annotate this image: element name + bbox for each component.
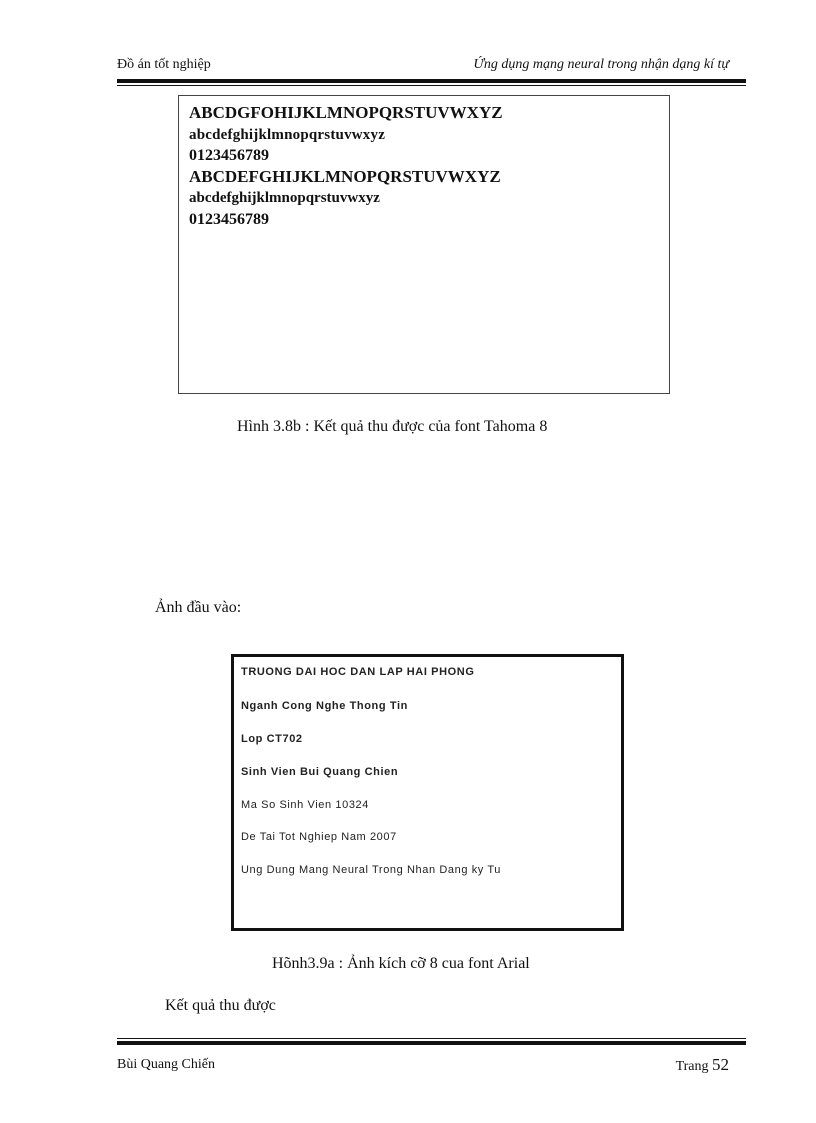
figure-2-line: De Tai Tot Nghiep Nam 2007 — [241, 831, 397, 843]
footer-page-number: 52 — [712, 1055, 729, 1074]
figure-2-caption: Hõnh3.9a : Ảnh kích cỡ 8 cua font Arial — [272, 955, 530, 972]
figure-1-line: 0123456789 — [189, 211, 269, 228]
input-image-label: Ảnh đầu vào: — [155, 599, 242, 616]
figure-1-line: ABCDGFOHIJKLMNOPQRSTUVWXYZ — [189, 103, 503, 122]
figure-2-line: Nganh Cong Nghe Thong Tin — [241, 700, 408, 712]
footer-rule-thin — [117, 1038, 746, 1039]
header-rule-thick — [117, 79, 746, 83]
figure-1-line: ABCDEFGHIJKLMNOPQRSTUVWXYZ — [189, 167, 501, 186]
figure-1-line: 0123456789 — [189, 147, 269, 164]
footer-page-label: Trang — [675, 1059, 709, 1074]
footer-author: Bùi Quang Chiến — [117, 1057, 215, 1072]
footer-page — [676, 1055, 729, 1075]
result-label: Kết quả thu được — [165, 997, 276, 1014]
figure-1-line: abcdefghijklmnopqrstuvwxyz — [189, 127, 386, 143]
header-right-title: Ứng dụng mạng neural trong nhận dạng kí tự — [473, 57, 729, 72]
figure-1-caption: Hình 3.8b : Kết quả thu được của font Tahoma 8 — [237, 418, 548, 435]
figure-2-line: TRUONG DAI HOC DAN LAP HAI PHONG — [241, 666, 475, 678]
figure-1-line: abcdefghijklmnopqrstuvwxyz — [189, 190, 380, 206]
figure-2-line: Lop CT702 — [241, 733, 303, 745]
figure-2-input-image — [231, 654, 624, 931]
footer-rule-thick — [117, 1041, 746, 1045]
header-left-title: Đồ án tốt nghiệp — [117, 57, 211, 72]
header-rule-thin — [117, 85, 746, 86]
figure-2-line: Ung Dung Mang Neural Trong Nhan Dang ky Tu — [241, 864, 501, 876]
figure-1-result-image — [178, 95, 670, 394]
figure-2-line: Ma So Sinh Vien 10324 — [241, 799, 369, 811]
figure-2-line: Sinh Vien Bui Quang Chien — [241, 766, 399, 778]
